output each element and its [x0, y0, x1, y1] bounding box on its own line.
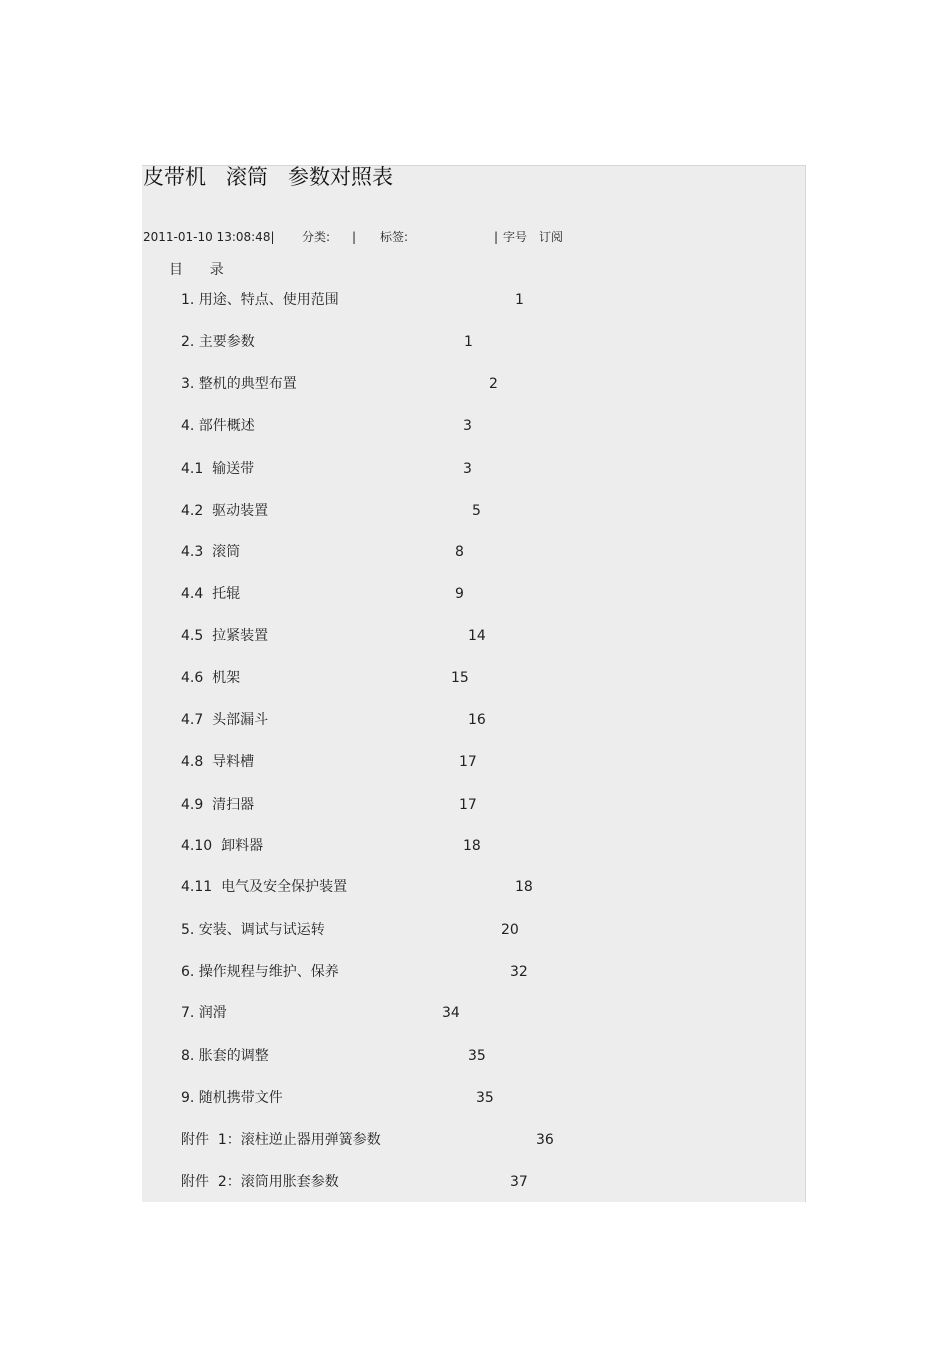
toc-entry-page: 5: [472, 503, 481, 519]
toc-entry-label[interactable]: 4.3 滚筒: [181, 544, 241, 560]
toc-entry-page: 9: [455, 586, 464, 602]
toc-entry-label[interactable]: 3. 整机的典型布置: [181, 376, 297, 392]
toc-entry-page: 1: [515, 292, 524, 308]
toc-entry-label[interactable]: 8. 胀套的调整: [181, 1048, 269, 1064]
toc-entry-label[interactable]: 4.7 头部漏斗: [181, 712, 269, 728]
toc-heading: 目 录: [169, 262, 224, 278]
toc-entry-label[interactable]: 7. 润滑: [181, 1005, 227, 1021]
toc-entry-page: 15: [451, 670, 469, 686]
font-size-button[interactable]: 字号: [503, 230, 528, 244]
toc-entry-page: 8: [455, 544, 464, 560]
toc-entry-label[interactable]: 4.1 输送带: [181, 461, 255, 477]
meta-separator: |: [494, 230, 499, 244]
toc-entry-label[interactable]: 5. 安装、调试与试运转: [181, 922, 325, 938]
toc-entry-label[interactable]: 4.10 卸料器: [181, 838, 264, 854]
toc-entry-label[interactable]: 1. 用途、特点、使用范围: [181, 292, 339, 308]
toc-entry-label[interactable]: 6. 操作规程与维护、保养: [181, 964, 339, 980]
toc-entry-label[interactable]: 4.4 托辊: [181, 586, 241, 602]
toc-entry-page: 16: [468, 712, 486, 728]
toc-entry-page: 35: [468, 1048, 486, 1064]
toc-entry-page: 35: [476, 1090, 494, 1106]
meta-separator: |: [352, 230, 357, 244]
category-link[interactable]: 分类:: [302, 230, 331, 244]
toc-entry-label[interactable]: 附件 2：滚筒用胀套参数: [181, 1174, 339, 1190]
toc-entry-label[interactable]: 2. 主要参数: [181, 334, 255, 350]
toc-entry-page: 37: [510, 1174, 528, 1190]
toc-entry-label[interactable]: 4.6 机架: [181, 670, 241, 686]
toc-entry-page: 1: [464, 334, 473, 350]
subscribe-button[interactable]: 订阅: [539, 230, 564, 244]
toc-entry-label[interactable]: 4.11 电气及安全保护装置: [181, 879, 348, 895]
toc-entry-page: 18: [463, 838, 481, 854]
toc-entry-label[interactable]: 4.5 拉紧装置: [181, 628, 269, 644]
toc-entry-page: 20: [501, 922, 519, 938]
toc-entry-label[interactable]: 4. 部件概述: [181, 418, 255, 434]
toc-entry-page: 17: [459, 797, 477, 813]
toc-entry-label[interactable]: 4.8 导料槽: [181, 754, 255, 770]
toc-entry-page: 2: [489, 376, 498, 392]
article-title: 皮带机 滚筒 参数对照表: [143, 165, 394, 189]
toc-entry-label[interactable]: 9. 随机携带文件: [181, 1090, 283, 1106]
toc-entry-page: 18: [515, 879, 533, 895]
toc-entry-page: 3: [463, 418, 472, 434]
toc-entry-label[interactable]: 4.2 驱动装置: [181, 503, 269, 519]
post-timestamp: 2011-01-10 13:08:48|: [143, 230, 275, 244]
tags-link[interactable]: 标签:: [380, 230, 409, 244]
toc-entry-page: 14: [468, 628, 486, 644]
toc-entry-page: 32: [510, 964, 528, 980]
toc-entry-label[interactable]: 4.9 清扫器: [181, 797, 255, 813]
toc-entry-label[interactable]: 附件 1：滚柱逆止器用弹簧参数: [181, 1132, 381, 1148]
toc-entry-page: 34: [442, 1005, 460, 1021]
toc-entry-page: 17: [459, 754, 477, 770]
toc-entry-page: 3: [463, 461, 472, 477]
toc-entry-page: 36: [536, 1132, 554, 1148]
